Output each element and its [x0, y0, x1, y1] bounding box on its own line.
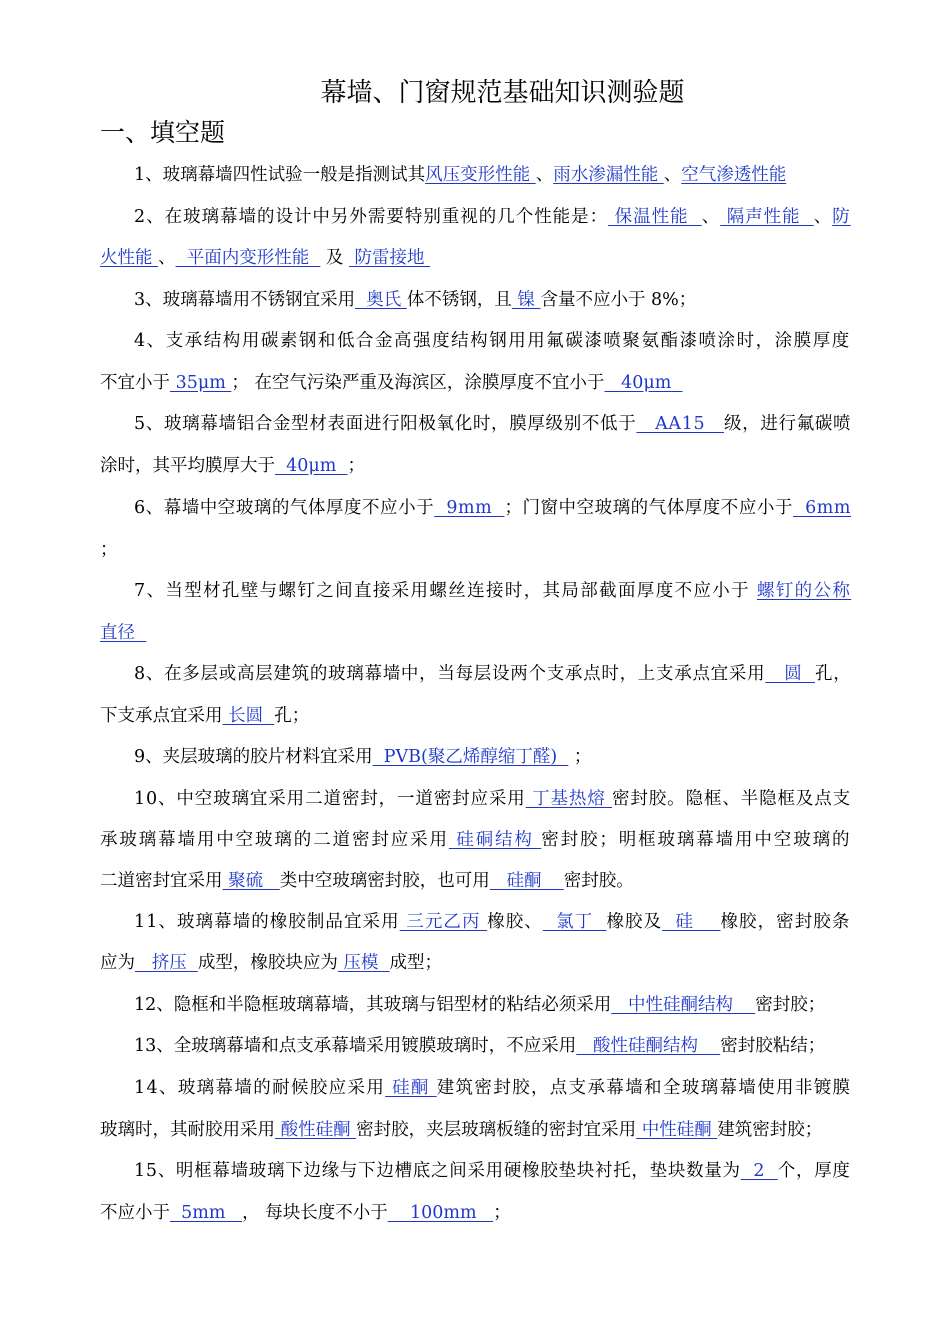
question-line	[134, 1033, 825, 1059]
question-line	[134, 328, 851, 354]
question-text: 应为	[100, 953, 135, 973]
question-line	[134, 162, 786, 188]
question-text: 级，进行氟碳喷	[724, 414, 852, 434]
question-line	[100, 950, 442, 976]
question-text: 及	[320, 248, 349, 268]
question-line	[100, 245, 430, 271]
answer-blank: 酸性硅酮结构	[576, 1036, 721, 1056]
question-text: 体不锈钢，且	[406, 290, 512, 310]
answer-blank: 100mm	[387, 1203, 494, 1223]
question-text: 15、明框幕墙玻璃下边缘与下边槽底之间采用硬橡胶垫块衬托，垫块数量为	[134, 1161, 741, 1181]
question-text: ；	[347, 456, 365, 476]
answer-blank: 40μm	[275, 456, 348, 476]
question-text: 含量不应小于 8%；	[540, 290, 697, 310]
question-text: 4、支承结构用碳素钢和低合金高强度结构钢用用氟碳漆喷聚氨酯漆喷涂时，涂膜厚度	[134, 331, 851, 351]
answer-blank: PVB(聚乙烯醇缩丁醛)	[372, 747, 569, 767]
question-line	[100, 370, 683, 396]
question-line	[134, 1075, 851, 1101]
question-text: 14、玻璃幕墙的耐候胶应采用	[134, 1078, 386, 1098]
answer-blank: 6mm	[792, 498, 852, 518]
question-text: 不应小于	[100, 1203, 170, 1223]
question-text: ； 在空气污染严重及海滨区，涂膜厚度不宜小于	[231, 373, 605, 393]
answer-blank: 中性硅酮	[636, 1120, 718, 1140]
answer-blank: 压模	[337, 953, 390, 973]
question-text: 1、玻璃幕墙四性试验一般是指测试其	[134, 165, 426, 185]
answer-blank: 三元乙丙	[399, 912, 488, 932]
answer-blank: 中性硅酮结构	[611, 995, 756, 1015]
answer-blank: 硅	[662, 912, 721, 932]
question-text: 8、在多层或高层建筑的玻璃幕墙中，当每层设两个支承点时，上支承点宜采用	[134, 664, 766, 684]
question-text: 橡胶，密封胶条	[720, 912, 851, 932]
answer-blank: 2	[740, 1161, 778, 1181]
question-text: 成型，橡胶块应为	[197, 953, 338, 973]
question-text: 密封胶；明框玻璃幕墙用中空玻璃的	[541, 830, 852, 850]
question-line	[100, 703, 309, 729]
question-text: 7、当型材孔壁与螺钉之间直接采用螺丝连接时，其局部截面厚度不应小于	[134, 581, 757, 601]
question-line	[100, 453, 365, 479]
question-line	[100, 827, 851, 853]
question-line	[134, 909, 850, 935]
question-text: 孔，	[814, 664, 852, 684]
question-line	[100, 537, 118, 563]
answer-blank: 35μm	[170, 373, 232, 393]
question-text: 13、全玻璃幕墙和点支承幕墙采用镀膜玻璃时，不应采用	[134, 1036, 577, 1056]
question-text: 11、玻璃幕墙的橡胶制品宜采用	[134, 912, 400, 932]
question-text: 、	[701, 207, 721, 227]
question-text: ；	[100, 540, 118, 560]
question-text: 建筑密封胶；	[717, 1120, 823, 1140]
question-text: 橡胶及	[606, 912, 663, 932]
question-text: 类中空玻璃密封胶，也可用	[279, 871, 490, 891]
document-title: 幕墙、门窗规范基础知识测验题	[320, 78, 685, 108]
question-text: 建筑密封胶，点支承幕墙和全玻璃幕墙使用非镀膜	[436, 1078, 852, 1098]
answer-blank: 硅硐结构	[448, 830, 542, 850]
question-text: 个，厚度	[777, 1161, 851, 1181]
answer-blank: 镍	[511, 290, 541, 310]
question-text: ；	[568, 747, 592, 767]
question-text: 密封胶；	[755, 995, 826, 1015]
question-text: 9、夹层玻璃的胶片材料宜采用	[134, 747, 373, 767]
question-text: 下支承点宜采用	[100, 706, 223, 726]
question-text: ， 每块长度不小于	[242, 1203, 388, 1223]
question-text: 涂时，其平均膜厚大于	[100, 456, 275, 476]
question-text: 5、玻璃幕墙铝合金型材表面进行阳极氧化时，膜厚级别不低于	[134, 414, 637, 434]
question-text: 承玻璃幕墙用中空玻璃的二道密封应采用	[100, 830, 449, 850]
answer-blank: 挤压	[135, 953, 198, 973]
question-line	[100, 1200, 511, 1226]
question-text: 10、中空玻璃宜采用二道密封，一道密封应采用	[134, 789, 526, 809]
question-line	[134, 992, 825, 1018]
question-line	[134, 495, 851, 521]
answer-blank: 氯丁	[542, 912, 607, 932]
question-text: 、	[158, 248, 176, 268]
question-text: 成型；	[389, 953, 443, 973]
answer-blank: 直径	[100, 623, 147, 643]
answer-blank: 螺钉的公称	[756, 581, 852, 601]
question-text: 、	[535, 165, 554, 185]
answer-blank: 隔声性能	[720, 207, 814, 227]
question-text: 不宜小于	[100, 373, 170, 393]
answer-blank: 奥氏	[355, 290, 407, 310]
question-text: 、	[813, 207, 833, 227]
section-heading: 一、填空题	[100, 118, 226, 147]
question-line	[134, 1158, 851, 1184]
question-text: ；门窗中空玻璃的气体厚度不应小于	[504, 498, 793, 518]
question-text: 密封胶。	[563, 871, 634, 891]
question-text: 橡胶、	[487, 912, 543, 932]
question-line	[100, 620, 146, 646]
answer-blank: 圆	[765, 664, 815, 684]
answer-blank: 5mm	[170, 1203, 243, 1223]
answer-blank: 雨水渗漏性能	[553, 165, 664, 185]
answer-blank: 酸性硅酮	[275, 1120, 357, 1140]
answer-blank: 防	[832, 207, 851, 227]
question-text: 3、玻璃幕墙用不锈钢宜采用	[134, 290, 356, 310]
answer-blank: 聚硫	[222, 871, 280, 891]
question-text: 12、隐框和半隐框玻璃幕墙，其玻璃与铝型材的粘结必须采用	[134, 995, 612, 1015]
answer-blank: 硅酮	[385, 1078, 437, 1098]
answer-blank: 火性能	[100, 248, 159, 268]
question-text: 密封胶粘结；	[720, 1036, 826, 1056]
question-text: 2、在玻璃幕墙的设计中另外需要特别重视的几个性能是：	[134, 207, 609, 227]
question-line	[134, 661, 851, 687]
answer-blank: 9mm	[434, 498, 505, 518]
answer-blank: 防雷接地	[348, 248, 431, 268]
question-text: 、	[663, 165, 682, 185]
question-line	[100, 868, 634, 894]
answer-blank: 硅酮	[489, 871, 564, 891]
answer-blank: 40μm	[604, 373, 683, 393]
question-text: ；	[493, 1203, 511, 1223]
answer-blank: 空气渗透性能	[681, 165, 787, 185]
answer-blank: 平面内变形性能	[175, 248, 321, 268]
question-text: 6、幕墙中空玻璃的气体厚度不应小于	[134, 498, 435, 518]
question-text: 密封胶，夹层玻璃板缝的密封宜采用	[356, 1120, 637, 1140]
answer-blank: 丁基热熔	[525, 789, 613, 809]
answer-blank: 风压变形性能	[425, 165, 536, 185]
question-line	[134, 204, 851, 230]
answer-blank: 长圆	[222, 706, 275, 726]
question-line	[134, 786, 851, 812]
question-line	[134, 411, 851, 437]
question-text: 密封胶。隐框、半隐框及点支	[612, 789, 851, 809]
question-text: 孔；	[274, 706, 310, 726]
question-line	[134, 287, 696, 313]
question-line	[134, 744, 591, 770]
question-text: 二道密封宜采用	[100, 871, 223, 891]
question-line	[100, 1117, 822, 1143]
answer-blank: AA15	[636, 414, 725, 434]
question-line	[134, 578, 851, 604]
answer-blank: 保温性能	[608, 207, 702, 227]
question-text: 玻璃时，其耐胶用采用	[100, 1120, 275, 1140]
